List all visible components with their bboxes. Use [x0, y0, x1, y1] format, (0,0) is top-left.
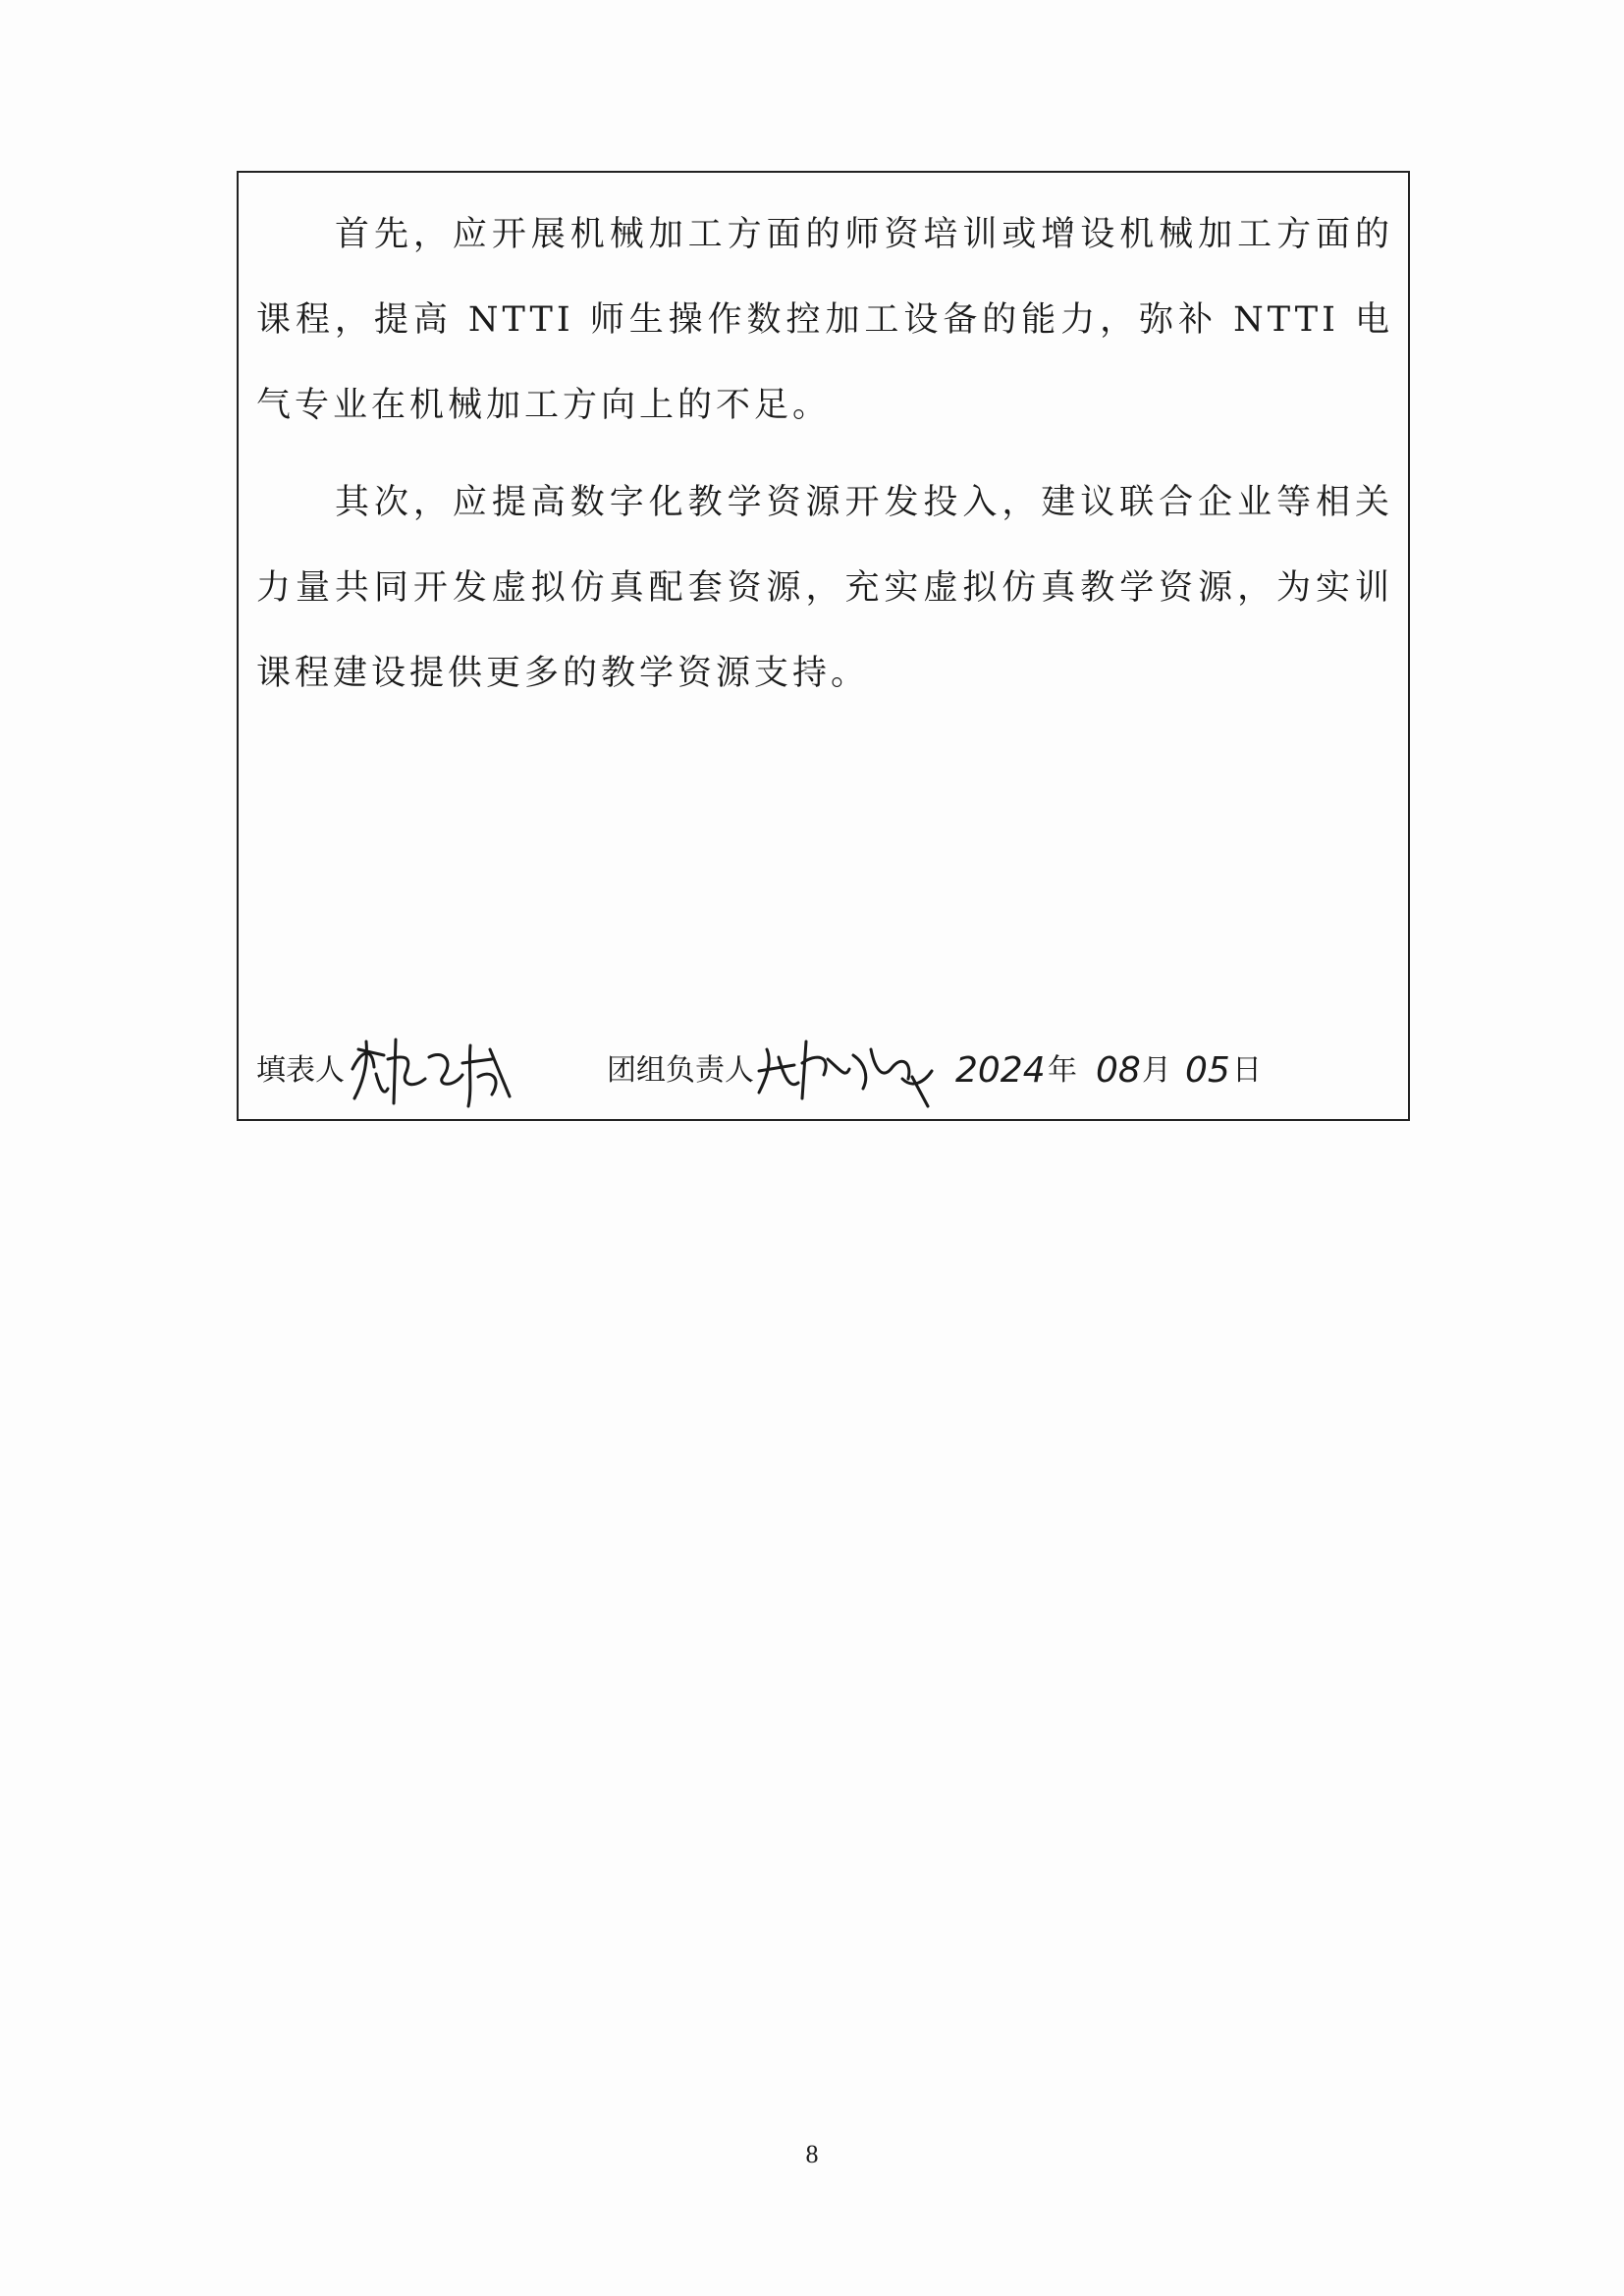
date-year-suffix: 年 [1048, 1053, 1077, 1088]
leader-signature-image [755, 1020, 942, 1108]
paragraph-2: 其次，应提高数字化教学资源开发投入，建议联合企业等相关力量共同开发虚拟仿真配套资源，充实虚拟仿真教学资源，为实训课程建设提供更多的教学资源支持。 [256, 483, 1393, 693]
filler-signature-image [345, 1020, 541, 1108]
filler-label: 填表人 [256, 1053, 345, 1088]
signature-row [256, 1041, 1385, 1100]
date-month-suffix: 月 [1142, 1053, 1171, 1088]
page-number: 8 [805, 2140, 819, 2168]
paragraph-1: 首先，应开展机械加工方面的师资培训或增设机械加工方面的课程，提高 NTTI 师生操作数控加工设备的能力，弥补 NTTI 电气专业在机械加工方向上的不足。 [256, 215, 1393, 425]
form-content [256, 192, 1393, 728]
form-table-cell [237, 171, 1410, 1121]
date-month: 08 [1096, 1050, 1141, 1091]
date-day-suffix: 日 [1232, 1053, 1262, 1088]
date-year: 2024 [955, 1050, 1046, 1091]
leader-label: 团组负责人 [607, 1053, 754, 1088]
date-day: 05 [1185, 1050, 1230, 1091]
